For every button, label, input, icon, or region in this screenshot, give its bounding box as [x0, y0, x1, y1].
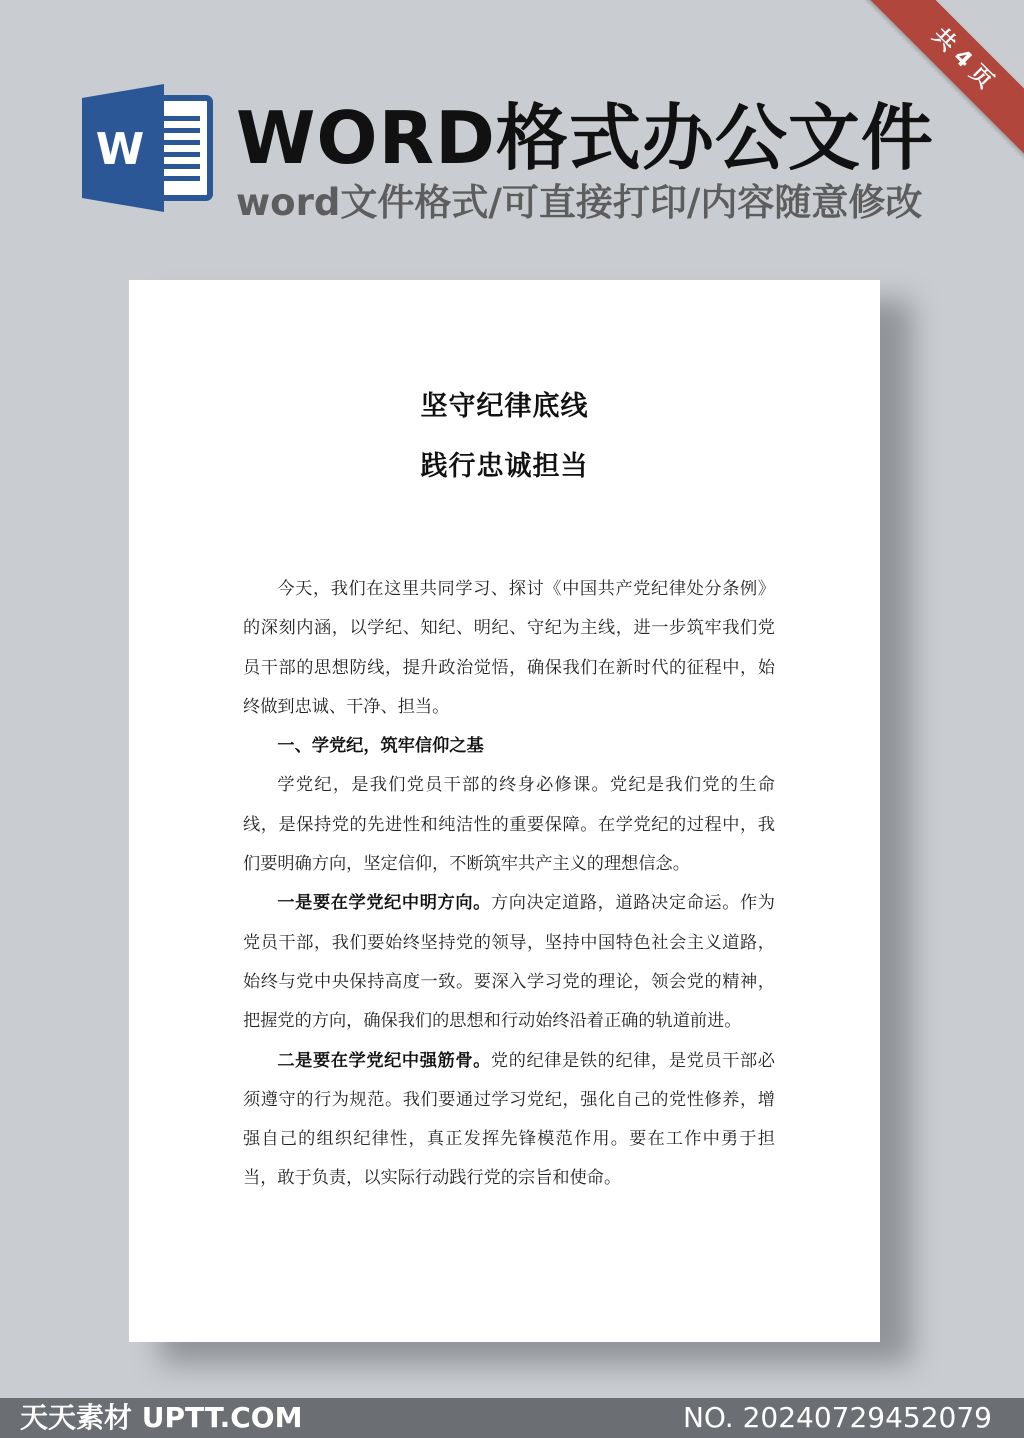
footer-serial-number: NO. 20240729452079 [682, 1401, 992, 1434]
paragraph-text: 学党纪，是我们党员干部的终身必修课。党纪是我们党的生命线，是保持党的先进性和纯洁性的重要保障。在学党纪的过程中，我们要明确方向，坚定信仰，不断筑牢共产主义的理想信念。 [243, 775, 775, 875]
page-count-label: 共 4 页 [864, 0, 1024, 160]
paragraph-study [243, 766, 775, 884]
paragraph-text: 今天，我们在这里共同学习、探讨《中国共产党纪律处分条例》的深刻内涵，以学纪、知纪、明纪、守纪为主线，进一步筑牢我们党员干部的思想防线，提升政治觉悟，确保我们在新时代的征程中，始终做到忠诚、干净、担当。 [243, 579, 775, 717]
paragraph-text: 党的纪律是铁的纪律，是党员干部必须遵守的行为规范。我们要通过学习党纪，强化自己的党性修养，增强自己的组织纪律性，真正发挥先锋模范作用。要在工作中勇于担当，敢于负责，以实际行动践行党的宗旨和使命。 [243, 1050, 775, 1189]
word-logo-letter: W [95, 124, 145, 175]
paragraph-lead: 一、学党纪，筑牢信仰之基 [277, 736, 484, 757]
paragraph-lead: 一是要在学党纪中明方向。 [277, 893, 491, 914]
paragraph-direction [243, 884, 775, 1041]
document-title-line-2: 践行忠诚担当 [420, 451, 589, 482]
banner-title: WORD格式办公文件 [236, 96, 934, 180]
section-heading-1 [243, 727, 775, 766]
footer-bar [0, 1398, 1024, 1438]
paragraph-text: 方向决定道路，道路决定命运。作为党员干部，我们要始终坚持党的领导，坚持中国特色社会主义道路，始终与党中央保持高度一致。要深入学习党的理论，领会党的精神，把握党的方向，确保我们的思想和行动始终沿着正确的轨道前进。 [243, 893, 775, 1032]
document-body [243, 570, 775, 1199]
paragraph-lead: 二是要在学党纪中强筋骨。 [277, 1050, 491, 1071]
document-title-line-1: 坚守纪律底线 [420, 391, 589, 422]
document-page [129, 280, 880, 1342]
banner-subtitle: word文件格式/可直接打印/内容随意修改 [236, 181, 923, 224]
word-icon [82, 84, 214, 212]
paragraph-intro [243, 570, 775, 727]
footer-site-label: 天天素材 UPTT.COM [20, 1401, 303, 1434]
paragraph-strength [243, 1042, 775, 1199]
